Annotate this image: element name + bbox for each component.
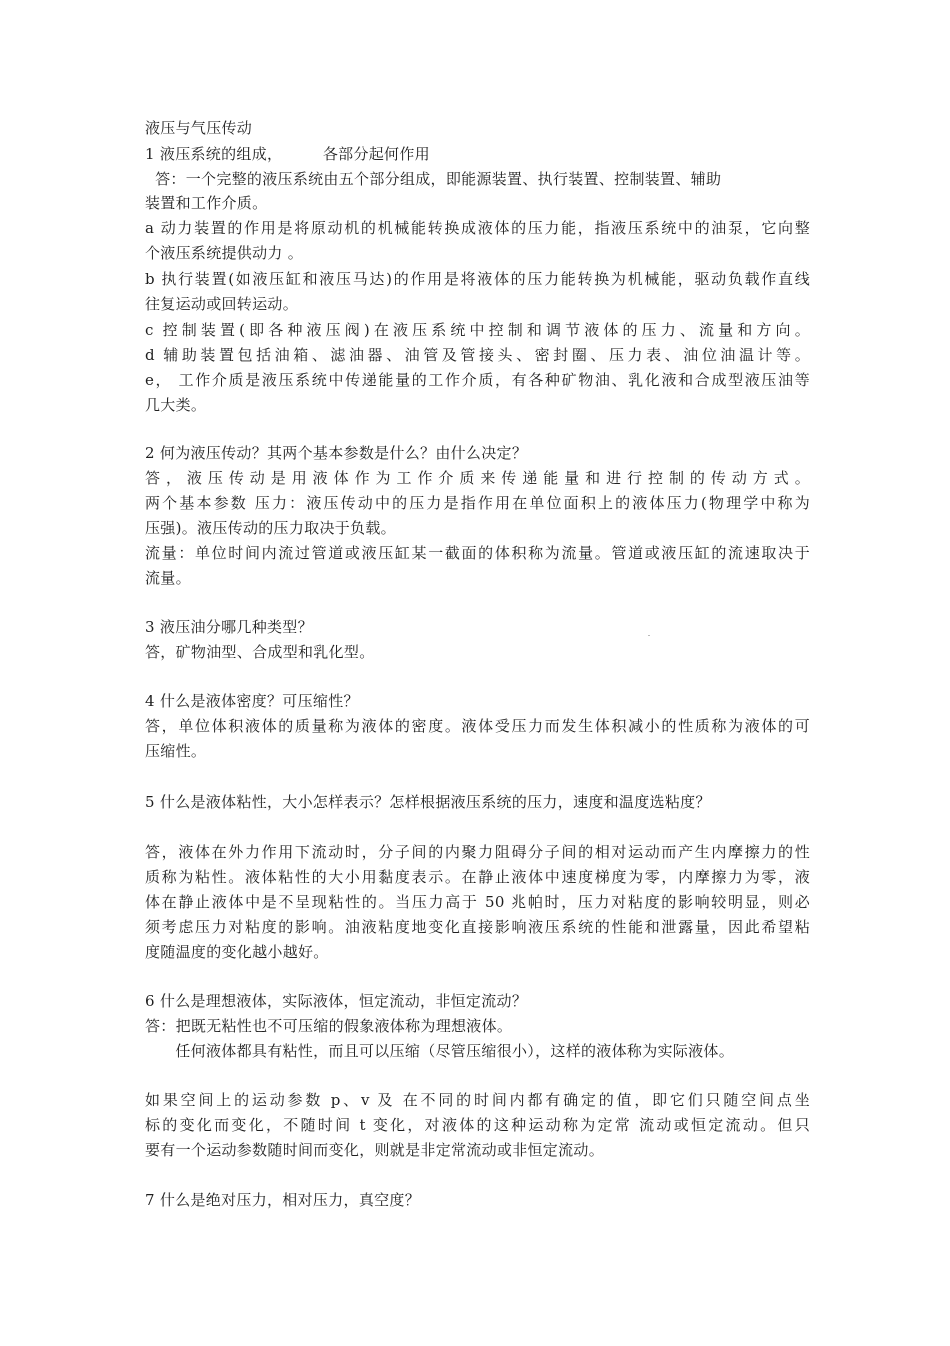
answer-line: 答，液压传动是用液体作为工作介质来传递能量和进行控制的传动方式。 — [145, 469, 810, 487]
question-1: 1 液压系统的组成， 各部分起何作用 — [145, 145, 430, 163]
question-4: 4 什么是液体密度？可压缩性？ — [145, 692, 359, 710]
scan-speck — [648, 635, 650, 636]
question-3: 3 液压油分哪几种类型？ — [145, 618, 313, 636]
question-6: 6 什么是理想液体，实际液体，恒定流动，非恒定流动？ — [145, 992, 528, 1010]
answer-line: 答，单位体积液体的质量称为液体的密度。液体受压力而发生体积减小的性质称为液体的可 — [145, 717, 810, 735]
answer-line: 答：把既无粘性也不可压缩的假象液体称为理想液体。 — [145, 1017, 513, 1035]
answer-line: 须考虑压力对粘度的影响。油液粘度地变化直接影响液压系统的性能和泄露量，因此希望粘 — [145, 918, 810, 936]
answer-line: c 控制装置(即各种液压阀)在液压系统中控制和调节液体的压力、流量和方向。 — [145, 321, 810, 339]
answer-line: 往复运动或回转运动。 — [145, 295, 299, 313]
answer-line: 个液压系统提供动力 。 — [145, 244, 304, 262]
question-7: 7 什么是绝对压力，相对压力，真空度？ — [145, 1191, 421, 1209]
answer-line: 答，矿物油型、合成型和乳化型。 — [145, 643, 375, 661]
answer-line: 体在静止液体中是不呈现粘性的。当压力高于 50 兆帕时，压力对粘度的影响较明显，则必 — [145, 893, 810, 911]
answer-line: a 动力装置的作用是将原动机的机械能转换成液体的压力能，指液压系统中的油泵，它向整 — [145, 219, 810, 237]
question-5: 5 什么是液体粘性，大小怎样表示？怎样根据液压系统的压力，速度和温度选粘度？ — [145, 793, 711, 811]
answer-line: 标的变化而变化，不随时间 t 变化，对液体的这种运动称为定常 流动或恒定流动。但只 — [145, 1116, 810, 1134]
question-2: 2 何为液压传动？其两个基本参数是什么？由什么决定？ — [145, 444, 528, 462]
answer-line: 度随温度的变化越小越好。 — [145, 943, 329, 961]
answer-line: 流量：单位时间内流过管道或液压缸某一截面的体积称为流量。管道或液压缸的流速取决于 — [145, 544, 810, 562]
answer-line: 质称为粘性。液体粘性的大小用黏度表示。在静止液体中速度梯度为零，内摩擦力为零，液 — [145, 868, 810, 886]
document-title: 液压与气压传动 — [145, 119, 253, 137]
answer-line: 压强)。液压传动的压力取决于负载。 — [145, 519, 396, 537]
answer-line: d 辅助装置包括油箱、滤油器、油管及管接头、密封圈、压力表、油位油温计等。 — [145, 346, 810, 364]
answer-line: 压缩性。 — [145, 742, 207, 760]
answer-line: 几大类。 — [145, 396, 207, 414]
answer-line: 要有一个运动参数随时间而变化，则就是非定常流动或非恒定流动。 — [145, 1141, 605, 1159]
answer-line: 两个基本参数 压力：液压传动中的压力是指作用在单位面积上的液体压力(物理学中称为 — [145, 494, 810, 512]
answer-line: 答，液体在外力作用下流动时，分子间的内聚力阻碍分子间的相对运动而产生内摩擦力的性 — [145, 843, 810, 861]
answer-line: 流量。 — [145, 569, 191, 587]
answer-line: 任何液体都具有粘性，而且可以压缩（尽管压缩很小），这样的液体称为实际液体。 — [145, 1042, 735, 1060]
answer-line: 答：一个完整的液压系统由五个部分组成，即能源装置、执行装置、控制装置、辅助 — [145, 170, 722, 188]
answer-line: 装置和工作介质。 — [145, 194, 268, 212]
answer-line: 如果空间上的运动参数 p、v 及 在不同的时间内都有确定的值，即它们只随空间点坐 — [145, 1091, 810, 1109]
answer-line: b 执行装置(如液压缸和液压马达)的作用是将液体的压力能转换为机械能，驱动负载作直线 — [145, 270, 810, 288]
answer-line: e， 工作介质是液压系统中传递能量的工作介质，有各种矿物油、乳化液和合成型液压油等 — [145, 371, 810, 389]
